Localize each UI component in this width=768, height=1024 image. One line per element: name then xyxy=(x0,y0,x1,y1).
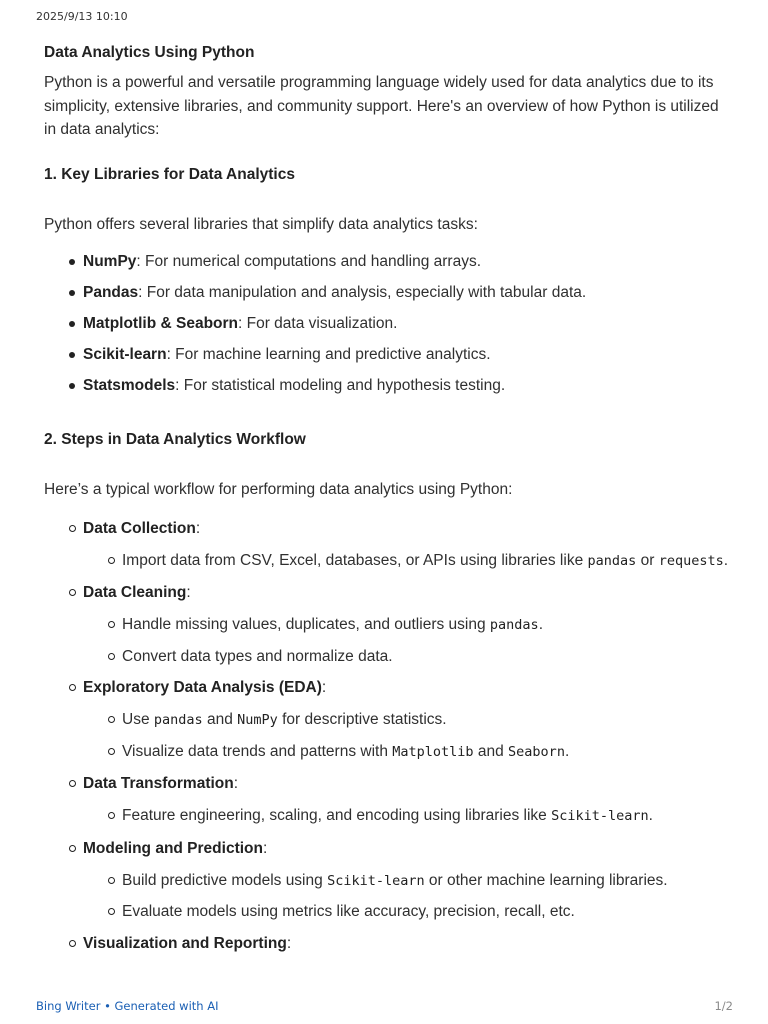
workflow-step xyxy=(44,677,734,764)
substep-item xyxy=(83,708,734,733)
workflow-step xyxy=(44,582,734,668)
library-desc: : For statistical modeling and hypothesis testing. xyxy=(175,377,506,394)
workflow-step xyxy=(44,933,734,955)
code-span: Matplotlib xyxy=(392,743,474,760)
library-name: Statsmodels xyxy=(83,377,176,394)
substep-text: and xyxy=(202,711,238,728)
library-desc: : For data visualization. xyxy=(238,315,398,332)
substep-text: Visualize data trends and patterns with xyxy=(122,742,393,760)
library-name: Scikit-learn xyxy=(83,346,167,363)
substep-item xyxy=(83,613,734,638)
substep-text: . xyxy=(648,807,653,824)
step-colon: : xyxy=(186,584,191,601)
workflow-step xyxy=(44,838,734,924)
substep-item xyxy=(83,549,734,574)
step-name: Exploratory Data Analysis (EDA) xyxy=(83,679,322,696)
step-colon: : xyxy=(233,775,239,792)
substep-text: Feature engineering, scaling, and encoding using libraries like xyxy=(122,807,552,824)
substep-text: . xyxy=(564,742,570,760)
library-list xyxy=(44,251,734,397)
substep-text: Import data from CSV, Excel, databases, or APIs using libraries like xyxy=(122,551,588,569)
section2-lead: Here’s a typical workflow for performing data analytics using Python: xyxy=(44,481,513,498)
step-name: Data Transformation xyxy=(83,775,234,792)
step-name: Modeling and Prediction xyxy=(83,839,263,857)
step-colon: : xyxy=(195,519,201,537)
workflow-steps xyxy=(44,518,734,955)
step-name: Data Collection xyxy=(83,519,196,537)
substep-item xyxy=(83,645,734,669)
library-name: NumPy xyxy=(83,253,137,270)
section1-lead: Python offers several libraries that simplify data analytics tasks: xyxy=(44,215,478,233)
code-span: NumPy xyxy=(237,712,278,728)
code-span: Scikit-learn xyxy=(551,808,649,824)
code-span: Scikit-learn xyxy=(327,872,425,889)
library-name: Matplotlib & Seaborn xyxy=(83,315,238,332)
list-item xyxy=(44,251,734,273)
substep-text: Build predictive models using xyxy=(122,871,328,889)
substep-item xyxy=(83,869,734,894)
code-span: pandas xyxy=(153,712,203,728)
substep-text: Handle missing values, duplicates, and outliers using xyxy=(122,616,490,633)
substep-text: . xyxy=(723,551,729,569)
library-desc: : For numerical computations and handling arrays. xyxy=(136,253,482,270)
step-colon: : xyxy=(321,679,327,696)
substep-list xyxy=(83,804,734,829)
page-number: 1/2 xyxy=(714,999,733,1013)
substep-text: . xyxy=(538,616,543,633)
section-heading-key-libraries: 1. Key Libraries for Data Analytics xyxy=(44,165,295,183)
print-timestamp: 2025/9/13 10:10 xyxy=(36,10,128,23)
substep-text: or other machine learning libraries. xyxy=(424,871,668,889)
substep-text: Use xyxy=(122,711,154,728)
list-item xyxy=(44,282,734,304)
substep-text: Convert data types and normalize data. xyxy=(122,647,393,665)
substep-list xyxy=(83,613,734,668)
library-desc: : For data manipulation and analysis, especially with tabular data. xyxy=(138,284,587,301)
substep-list xyxy=(83,708,734,764)
step-colon: : xyxy=(286,934,292,952)
step-name: Visualization and Reporting xyxy=(83,934,287,952)
document-title: Data Analytics Using Python xyxy=(44,44,255,61)
list-item xyxy=(44,344,734,366)
intro-paragraph: Python is a powerful and versatile programming language widely used for data analytics due to its simplicity, extensive libraries, and community support. Here's an overview of how Python is utilized in data analytics: xyxy=(44,74,719,138)
document-body xyxy=(44,44,734,964)
substep-list xyxy=(83,869,734,924)
code-span: pandas xyxy=(587,552,637,569)
substep-list xyxy=(83,549,734,574)
library-name: Pandas xyxy=(83,284,139,301)
code-span: Seaborn xyxy=(508,743,565,760)
substep-item xyxy=(83,804,734,829)
section-heading-workflow: 2. Steps in Data Analytics Workflow xyxy=(44,431,306,448)
list-item xyxy=(44,313,734,335)
substep-item xyxy=(83,740,734,765)
substep-text: for descriptive statistics. xyxy=(277,711,447,728)
substep-item xyxy=(83,900,734,924)
code-span: requests xyxy=(658,552,724,569)
workflow-step xyxy=(44,773,734,829)
code-span: pandas xyxy=(489,617,539,633)
substep-text: Evaluate models using metrics like accuracy, precision, recall, etc. xyxy=(122,903,575,920)
substep-text: and xyxy=(473,742,509,760)
footer-source: Bing Writer • Generated with AI xyxy=(36,999,219,1013)
library-desc: : For machine learning and predictive analytics. xyxy=(166,346,491,363)
step-colon: : xyxy=(262,839,268,857)
list-item xyxy=(44,375,734,397)
workflow-step xyxy=(44,518,734,574)
substep-text: or xyxy=(636,551,659,569)
step-name: Data Cleaning xyxy=(83,584,187,601)
